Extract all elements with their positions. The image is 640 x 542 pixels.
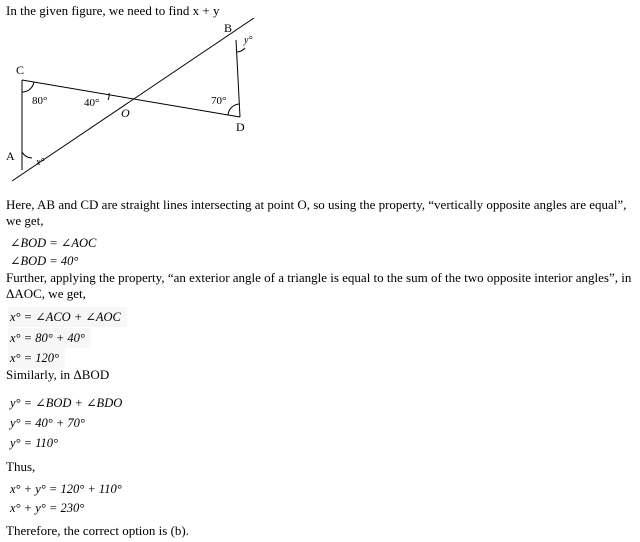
label-point-d: D: [236, 120, 245, 134]
geometry-figure: [0, 18, 270, 183]
equation-line: ∠BOD = 40°: [10, 254, 79, 268]
label-angle-d: 70°: [211, 95, 227, 107]
equation-line: ∠BOD = ∠AOC: [10, 236, 97, 250]
label-point-c: C: [16, 63, 25, 77]
label-angle-c: 80°: [32, 95, 48, 107]
arc-angle-b: [237, 48, 245, 52]
label-point-o: O: [121, 106, 130, 120]
equation-line: y° = 110°: [10, 436, 59, 450]
equation-line: x° + y° = 120° + 110°: [10, 482, 122, 496]
equation-line: y° = ∠BOD + ∠BDO: [10, 396, 123, 410]
equation-line: x° = 120°: [8, 348, 65, 368]
paragraph-similarly: Similarly, in ΔBOD: [6, 367, 110, 382]
label-point-b: B: [224, 21, 233, 35]
paragraph-thus: Thus,: [6, 459, 36, 474]
arc-angle-o: [108, 93, 109, 100]
equation-line: x° = ∠ACO + ∠AOC: [8, 307, 127, 327]
arc-angle-d: [228, 104, 239, 115]
intro-text: In the given figure, we need to find x + y: [6, 3, 220, 18]
equation-line: y° = 40° + 70°: [10, 416, 85, 430]
label-angle-x: x°: [36, 157, 45, 168]
equation-line: x° = 80° + 40°: [8, 328, 91, 348]
arc-angle-c: [22, 82, 34, 92]
paragraph-vertically-opposite: Here, AB and CD are straight lines intersecting at point O, so using the property, “vertically opposite angles are equal”, we get,: [6, 197, 627, 228]
conclusion-text: Therefore, the correct option is (b).: [6, 523, 190, 538]
label-angle-o: 40°: [84, 97, 100, 109]
line-cd: [22, 80, 240, 117]
arc-angle-a: [22, 152, 32, 158]
paragraph-exterior-angle: Further, applying the property, “an exterior angle of a triangle is equal to the sum of the two opposite interior angles”, in ΔAOC, we get,: [6, 270, 632, 301]
label-point-a: A: [6, 149, 15, 163]
label-angle-y: y°: [244, 35, 253, 46]
equation-line: x° + y° = 230°: [10, 501, 85, 515]
